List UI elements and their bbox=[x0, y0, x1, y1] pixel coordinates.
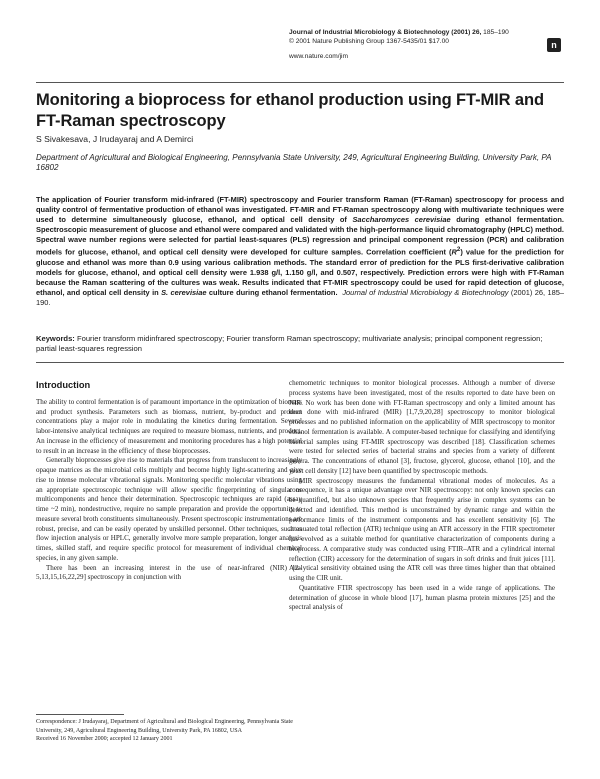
intro-paragraph: There has been an increasing interest in the use of near-infrared (NIR) [2–5,13,15,16,22,29] spectroscopy in conjunction with bbox=[36, 563, 302, 582]
introduction-heading: Introduction bbox=[36, 380, 91, 390]
r-symbol: R bbox=[451, 247, 457, 257]
keywords-text: Fourier transform midinfrared spectroscopy; Fourier transform Raman spectroscopy; multivariate analysis; principal component regression; partial least-squares regression bbox=[36, 334, 543, 354]
abstract-text: ) value for the prediction for glucose and ethanol was more than 0.9 using various calibration methods. The standard error of prediction for the PLS first-derivative calibration models for glucose, ethanol, and optical cell density were 1.938 g/l, 1.150 g/l, and 0.507, respectively. Prediction errors were high with FT-Raman because the Raman scattering of the cultures was weak. Results indicated that FT-MIR spectroscopy could be used for rapid detection of glucose, ethanol, and optical cell density in bbox=[36, 247, 564, 298]
intro-paragraph: The ability to control fermentation is of paramount importance in the optimization of biomass and product synthesis. Parameters such as biomass, nutrient, by-product and product concentrations play a major role in modulating the kinetics during fermentation. Several labor-intensive analytical techniques are required to measure biomass, nutrients, and product. An increase in the efficiency of measurement and monitoring procedures has a high potential to result in an increase in the efficiency of these bioprocesses. bbox=[36, 397, 302, 455]
article-authors: S Sivakesava, J Irudayaraj and A Demirci bbox=[36, 134, 194, 144]
abstract-divider bbox=[36, 362, 564, 363]
received-dates: Received 16 November 2000; accepted 12 January 2001 bbox=[36, 736, 173, 742]
journal-name: Journal of Industrial Microbiology & Biotechnology (2001) 26, bbox=[289, 29, 482, 36]
footnote bbox=[36, 718, 302, 744]
article-title: Monitoring a bioprocess for ethanol production using FT-MIR and FT-Raman spectroscopy bbox=[36, 91, 544, 130]
right-column bbox=[289, 379, 555, 613]
journal-ref-name: Journal of Industrial Microbiology & Biotechnology bbox=[342, 288, 509, 298]
left-column bbox=[36, 381, 302, 583]
header-divider bbox=[36, 82, 564, 83]
intro-paragraph: Generally bioprocesses give rise to materials that progress from translucent to increasingly opaque matrices as the microbial cells multiply and become highly light-scattering and give rise to intense molecular vibrational signals. Monitoring specific molecular vibrations using an appropriate spectroscopic technique will allow specific fingerprinting of singular or multicomponents and hence their determination. Spectroscopic techniques are rapid (assay time ~2 min), nondestructive, require no sample preparation and provide the opportunity to measure several broth constituents simultaneously. Present spectroscopic instrumentations are robust, precise, and can be easily operated by unskilled personnel. Other techniques, such as flow injection analysis or HPLC, generally involve more sample preparation, longer analysis times, skilled staff, and require specific protocol for measurement of individual chemical species, in any given sample. bbox=[36, 456, 302, 562]
keywords bbox=[36, 334, 564, 355]
correspondence-note: Correspondence: J Irudayaraj, Department of Agricultural and Biological Engineering, Pennsylvania State University, 249, Agricultural Engineering Building, University Park, PA 16802, USA bbox=[36, 719, 293, 734]
organism-name: S. cerevisiae bbox=[161, 288, 207, 298]
organism-name: Saccharomyces cerevisiae bbox=[352, 215, 451, 225]
body-paragraph: chemometric techniques to monitor biological processes. Although a number of diverse process systems have been investigated, most of the results reported to date have been on NIR. No work has been done with FT-Raman spectroscopy and only a limited amount has been done with mid-infrared (MIR) [1,7,9,20,28] spectroscopy to monitor biological processes and no published information on the applicability of MIR spectroscopy to monitor ethanol fermentation is available. A computer-based technique for classifying and identifying bacterial samples using FT-MIR spectroscopy was described [18]. Classification schemes were tested for selected series of bacterial strains and species from a variety of different genera. The concentrations of ethanol [3], fructose, glycerol, glucose, ethanol [10], and the yeast cell density [12] have been quantified by spectroscopic methods. bbox=[289, 379, 555, 475]
footnote-divider bbox=[36, 714, 124, 715]
abstract bbox=[36, 195, 564, 309]
author-affiliation: Department of Agricultural and Biological Engineering, Pennsylvania State University, 249, Agricultural Engineering Building, University Park, PA 16802 bbox=[36, 153, 552, 173]
journal-ref-detail: (2001) 26, 185–190. bbox=[36, 288, 565, 308]
abstract-text: The application of Fourier transform mid-infrared (FT-MIR) spectroscopy and Fourier transform Raman (FT-Raman) spectroscopy for process and quality control of fermentative production of ethanol was investigated. FT-MIR and FT-Raman spectroscopy along with multivariate techniques were used to determine simultaneously glucose, ethanol, and optical cell density of bbox=[36, 195, 564, 225]
journal-citation-line bbox=[289, 29, 529, 38]
journal-pages: 185–190 bbox=[481, 29, 509, 36]
copyright-line: © 2001 Nature Publishing Group 1367-5435/01 $17.00 bbox=[289, 37, 449, 45]
journal-website-link[interactable]: www.nature.com/jim bbox=[289, 53, 348, 61]
journal-header bbox=[289, 29, 529, 62]
body-paragraph: MIR spectroscopy measures the fundamental vibrational modes of molecules. As a consequence, it has a unique advantage over NIR spectroscopy: not only known species can be quantified, but also unknown species that frequently arise in complex systems can be detected and identified. This method is unconstrained by dynamic range and within the performance limits of the instrument components and has excellent sensitivity [6]. The attenuated total reflection (ATR) technique using an ATR accessory in the FTIR spectrometer has evolved as a suitable method for quantitative characterization of components during a bioprocess. A comparative study was conducted using FTIR–ATR and a cylindrical internal reflection (CIR) accessory for the determination of sugars in soft drinks and fruit juices [11]. Analytical sensitivity obtained using the ATR cell was three times higher than that obtained using the CIR unit. bbox=[289, 476, 555, 582]
publisher-logo-icon: n bbox=[547, 38, 561, 52]
abstract-text: during ethanol fermentation. Spectroscopic measurement of glucose and ethanol were compared and validated with the high-performance liquid chromatography (HPLC) method. Spectral wave number regions were selected for partial least-squares (PLS) regression and principal component regression (PCR) and calibration models for glucose, ethanol, and optical cell density were developed for culture samples. Correlation coefficient ( bbox=[36, 215, 564, 257]
body-paragraph: Quantitative FTIR spectroscopy has been used in a wide range of applications. The determination of glucose in whole blood [17], human plasma protein mixtures [25] and the spectral analysis of bbox=[289, 583, 555, 612]
keywords-label: Keywords: bbox=[36, 334, 75, 343]
r-exponent: 2 bbox=[456, 246, 461, 254]
abstract-text: culture during ethanol fermentation. bbox=[206, 288, 338, 298]
